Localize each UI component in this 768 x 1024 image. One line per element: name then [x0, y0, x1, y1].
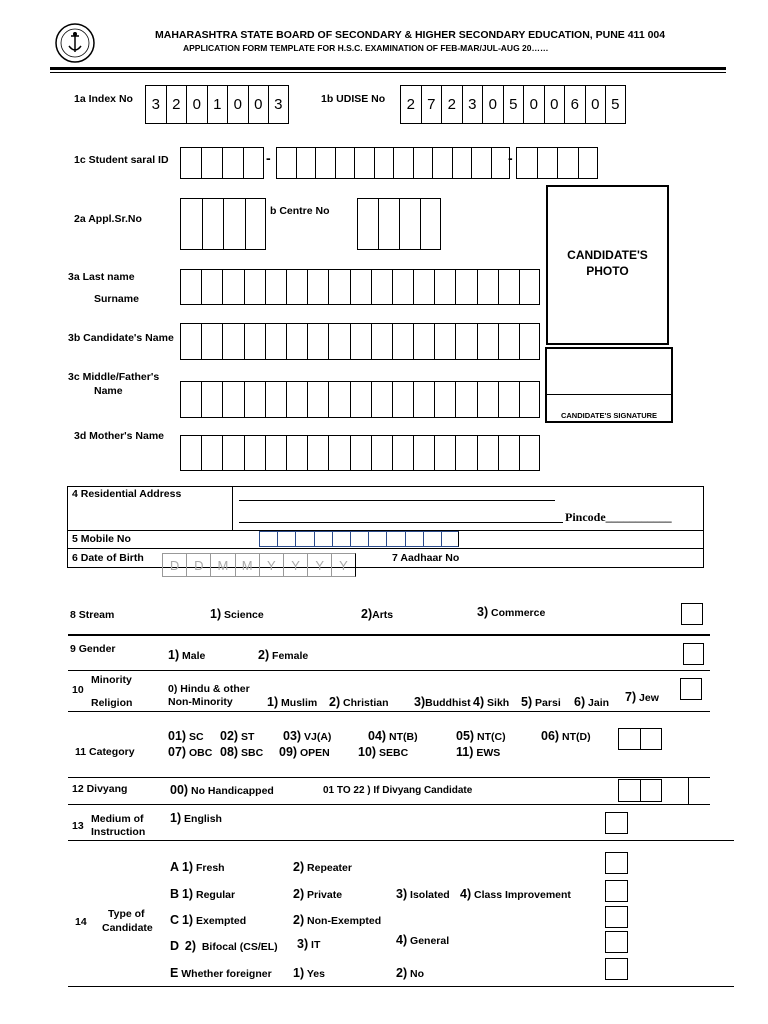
religion-opt-parsi: 5) Parsi [521, 695, 561, 709]
minority-num: 10 [72, 684, 84, 696]
father-name-label: 3c Middle/Father's [68, 371, 160, 383]
type-d-it: 3) IT [297, 937, 321, 951]
stream-checkbox[interactable] [681, 603, 703, 625]
centre-no-boxes[interactable] [357, 198, 441, 250]
stream-opt-arts: 2)Arts [361, 607, 394, 621]
centre-no-label: b Centre No [270, 205, 330, 217]
type-d-bifocal: D 2) Bifocal (CS/EL) [170, 939, 278, 953]
dob-cell[interactable]: Y [259, 553, 283, 577]
surname-label: Surname [94, 293, 139, 305]
type-e-foreigner: E Whether foreigner [170, 966, 272, 980]
type-d-general: 4) General [396, 933, 450, 947]
footer-rule [68, 986, 734, 987]
cat-sc: 01) SC [168, 729, 204, 743]
divyang-opt-1: 01 TO 22 ) If Divyang Candidate [323, 785, 473, 796]
type-b-improvement: 4) Class Improvement [460, 887, 571, 901]
stream-opt-science: 1) Science [210, 607, 264, 621]
index-digit[interactable]: 3 [268, 85, 289, 124]
udise-digit[interactable]: 0 [482, 85, 503, 124]
saral-dash: - [266, 150, 271, 166]
religion-opt-jain: 6) Jain [574, 695, 610, 709]
cat-ntb: 04) NT(B) [368, 729, 418, 743]
header-rule [50, 67, 726, 70]
divyang-boxes[interactable] [618, 779, 662, 802]
type-label: Type of [108, 908, 145, 920]
type-d-checkbox[interactable] [605, 931, 628, 953]
index-digit[interactable]: 1 [207, 85, 228, 124]
mobile-label: 5 Mobile No [72, 533, 131, 545]
type-num: 14 [75, 916, 87, 928]
dob-cell[interactable]: D [162, 553, 186, 577]
appl-sr-label: 2a Appl.Sr.No [74, 213, 142, 225]
minority-label: Minority [91, 674, 132, 686]
cat-vja: 03) VJ(A) [283, 729, 332, 743]
dob-label: 6 Date of Birth [72, 552, 144, 564]
udise-no-label: 1b UDISE No [321, 93, 386, 105]
cat-st: 02) ST [220, 729, 255, 743]
father-name-label-2: Name [94, 385, 123, 397]
cat-open: 09) OPEN [279, 745, 330, 759]
cat-ews: 11) EWS [456, 745, 501, 759]
father-name-boxes[interactable] [180, 381, 540, 418]
gender-checkbox[interactable] [683, 643, 704, 665]
udise-digit[interactable]: 0 [585, 85, 606, 124]
index-no-label: 1a Index No [74, 93, 133, 105]
dob-cell[interactable]: D [186, 553, 210, 577]
type-e-no: 2) No [396, 966, 425, 980]
board-seal [54, 22, 96, 64]
gender-label: 9 Gender [70, 643, 116, 655]
type-a-fresh: A 1) Fresh [170, 860, 225, 874]
signature-label: CANDIDATE'S SIGNATURE [560, 411, 658, 420]
index-digit[interactable]: 2 [166, 85, 187, 124]
medium-label: Medium of [91, 813, 144, 825]
saral-dash-2: - [508, 150, 513, 166]
photo-label-1: CANDIDATE'S [567, 248, 648, 262]
udise-digit[interactable]: 5 [605, 85, 626, 124]
religion-checkbox[interactable] [680, 678, 702, 700]
address-line-1[interactable] [239, 500, 555, 501]
candidate-name-boxes[interactable] [180, 323, 540, 360]
signature-box[interactable] [545, 347, 673, 423]
dob-cell[interactable]: Y [283, 553, 307, 577]
saral-id-label: 1c Student saral ID [74, 154, 169, 166]
pincode-label: Pincode___________ [565, 510, 672, 524]
medium-checkbox[interactable] [605, 812, 628, 834]
type-e-checkbox[interactable] [605, 958, 628, 980]
index-no-boxes[interactable] [145, 85, 289, 124]
religion-label: Religion [91, 697, 133, 709]
type-b-checkbox[interactable] [605, 880, 628, 902]
udise-digit[interactable]: 3 [462, 85, 483, 124]
religion-opt-buddhist: 3)Buddhist [414, 695, 471, 709]
photo-box[interactable] [546, 185, 669, 345]
address-line-2[interactable] [239, 522, 563, 523]
udise-digit[interactable]: 6 [564, 85, 585, 124]
type-c-checkbox[interactable] [605, 906, 628, 928]
type-a-repeater: 2) Repeater [293, 860, 352, 874]
last-name-boxes[interactable] [180, 269, 540, 305]
religion-opt-jew: 7) Jew [625, 690, 659, 704]
cat-sbc: 08) SBC [220, 745, 264, 759]
saral-id-boxes-3[interactable] [516, 147, 598, 179]
udise-digit[interactable]: 2 [441, 85, 462, 124]
appl-sr-boxes[interactable] [180, 198, 266, 250]
religion-opt-0b: Non-Minority [168, 696, 233, 708]
dob-boxes[interactable] [162, 553, 356, 577]
divyang-opt-0: 00) No Handicapped [170, 783, 274, 797]
udise-digit[interactable]: 0 [544, 85, 565, 124]
medium-opt-english: 1) English [170, 811, 222, 825]
mother-name-boxes[interactable] [180, 435, 540, 471]
category-label: 11 Category [75, 746, 135, 758]
type-c-nonexempted: 2) Non-Exempted [293, 913, 382, 927]
udise-no-boxes[interactable] [400, 85, 626, 124]
saral-id-boxes-1[interactable] [180, 147, 264, 179]
stream-opt-commerce: 3) Commerce [477, 605, 546, 619]
religion-opt-0: 0) Hindu & other [168, 683, 250, 695]
udise-digit[interactable]: 2 [400, 85, 421, 124]
candidate-name-label: 3b Candidate's Name [68, 332, 174, 344]
religion-opt-christian: 2) Christian [329, 695, 389, 709]
udise-digit[interactable]: 0 [523, 85, 544, 124]
cat-obc: 07) OBC [168, 745, 213, 759]
instruction-label: Instruction [91, 826, 146, 838]
stream-label: 8 Stream [70, 609, 115, 621]
religion-opt-muslim: 1) Muslim [267, 695, 318, 709]
last-name-label: 3a Last name [68, 271, 135, 283]
dob-cell[interactable]: Y [307, 553, 331, 577]
cat-ntc: 05) NT(C) [456, 729, 506, 743]
dob-cell[interactable]: Y [331, 553, 355, 577]
aadhaar-label: 7 Aadhaar No [392, 552, 460, 564]
cat-ntd: 06) NT(D) [541, 729, 591, 743]
religion-opt-sikh: 4) Sikh [473, 695, 510, 709]
address-label: 4 Residential Address [72, 488, 182, 500]
index-digit[interactable]: 0 [227, 85, 248, 124]
type-e-yes: 1) Yes [293, 966, 325, 980]
mother-name-label: 3d Mother's Name [74, 430, 165, 442]
dob-cell[interactable]: M [235, 553, 259, 577]
photo-label-2: PHOTO [586, 264, 629, 278]
index-digit[interactable]: 3 [145, 85, 166, 124]
category-boxes[interactable] [618, 728, 662, 750]
dob-cell[interactable]: M [210, 553, 234, 577]
header-rule-thin [50, 72, 726, 73]
udise-digit[interactable]: 5 [503, 85, 524, 124]
gender-opt-male: 1) Male [168, 648, 206, 662]
candidate-label: Candidate [102, 922, 153, 934]
type-b-regular: B 1) Regular [170, 887, 236, 901]
index-digit[interactable]: 0 [186, 85, 207, 124]
type-b-isolated: 3) Isolated [396, 887, 450, 901]
saral-id-boxes-2[interactable] [276, 147, 510, 179]
type-b-private: 2) Private [293, 887, 343, 901]
type-a-checkbox[interactable] [605, 852, 628, 874]
page-title: MAHARASHTRA STATE BOARD OF SECONDARY & HIGHER SECONDARY EDUCATION, PUNE 411 004 [155, 29, 666, 41]
udise-digit[interactable]: 7 [421, 85, 442, 124]
index-digit[interactable]: 0 [248, 85, 269, 124]
mobile-boxes[interactable] [259, 531, 459, 547]
page-subtitle: APPLICATION FORM TEMPLATE FOR H.S.C. EXAMINATION OF FEB-MAR/JUL-AUG 20…… [183, 43, 549, 53]
divyang-label: 12 Divyang [72, 783, 128, 795]
medium-num: 13 [72, 820, 84, 832]
gender-opt-female: 2) Female [258, 648, 309, 662]
type-c-exempted: C 1) Exempted [170, 913, 247, 927]
cat-sebc: 10) SEBC [358, 745, 409, 759]
